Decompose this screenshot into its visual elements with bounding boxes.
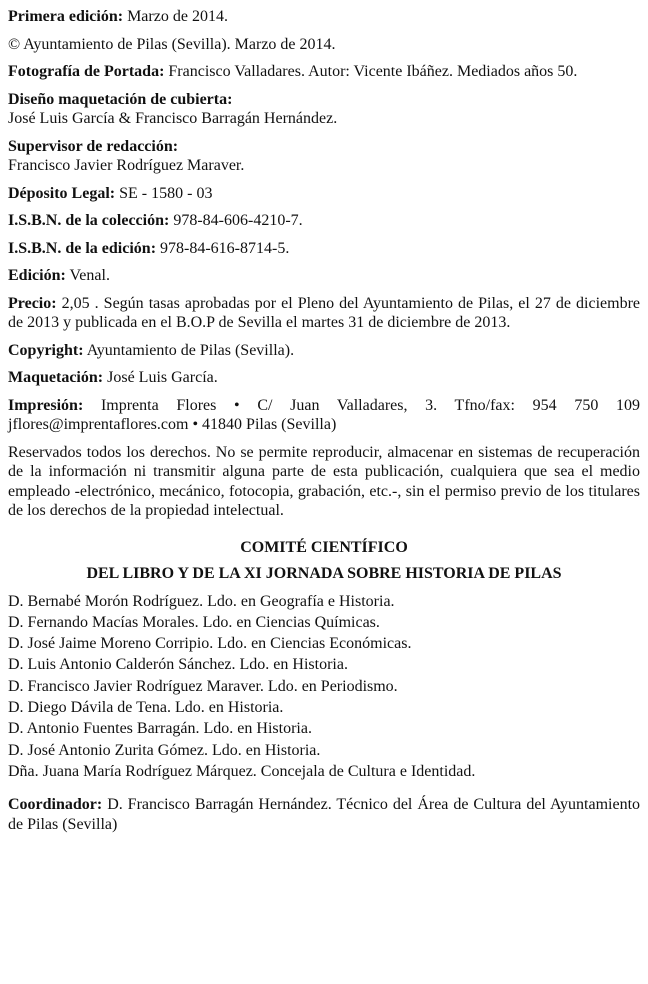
supervisor-value: Francisco Javier Rodríguez Maraver. <box>8 157 245 174</box>
edicion-tipo-value: Venal. <box>69 267 110 284</box>
committee-member: D. Bernabé Morón Rodríguez. Ldo. en Geografía e Historia. <box>8 592 395 610</box>
edicion-tipo-line <box>8 266 640 286</box>
impresion-line <box>8 396 640 435</box>
coordinador-value: D. Francisco Barragán Hernández. Técnico del Área de Cultura del Ayuntamiento de Pilas (Sevilla) <box>8 796 641 833</box>
edicion-tipo-label: Edición: <box>8 267 66 284</box>
isbn-coleccion-line <box>8 211 640 231</box>
committee-list <box>8 591 640 783</box>
committee-member: D. José Jaime Moreno Corripio. Ldo. en Ciencias Económicas. <box>8 635 412 653</box>
edicion-label: Primera edición: <box>8 8 124 25</box>
copyright-label: Copyright: <box>8 341 84 359</box>
precio-label: Precio: <box>8 294 57 312</box>
maquetacion-line <box>8 368 640 388</box>
maquetacion-cubierta-line <box>8 90 640 129</box>
committee-member: D. José Antonio Zurita Gómez. Ldo. en Historia. <box>8 741 321 759</box>
committee-member: Dña. Juana María Rodríguez Márquez. Concejala de Cultura e Identidad. <box>8 762 476 780</box>
isbn-coleccion-label: I.S.B.N. de la colección: <box>8 212 170 229</box>
deposito-value: SE - 1580 - 03 <box>119 184 213 202</box>
copyright-owner-line <box>8 341 640 361</box>
copyright-value: Ayuntamiento de Pilas (Sevilla). <box>86 341 295 359</box>
maquetacion-cubierta-label: Diseño maquetación de cubierta: <box>8 90 233 108</box>
portada-label: Fotografía de Portada: <box>8 63 165 80</box>
portada-line <box>8 62 640 82</box>
supervisor-label: Supervisor de redacción: <box>8 137 179 155</box>
coordinador-label: Coordinador: <box>8 796 103 814</box>
committee-member: D. Diego Dávila de Tena. Ldo. en Historia. <box>8 698 284 716</box>
portada-value: Francisco Valladares. Autor: Vicente Ibáñez. Mediados años 50. <box>168 63 578 80</box>
precio-value: 2,05 . Según tasas aprobadas por el Pleno del Ayuntamiento de Pilas, el 27 de diciembre de 2013 y publicada en el B.O.P de Sevilla el martes 31 de diciembre de 2013. <box>8 294 641 331</box>
copyright-line: © Ayuntamiento de Pilas (Sevilla). Marzo de 2014. <box>8 35 336 53</box>
committee-heading: COMITÉ CIENTÍFICO <box>240 538 408 556</box>
impresion-label: Impresión: <box>8 396 84 414</box>
edicion-line <box>8 7 640 27</box>
committee-subheading: DEL LIBRO Y DE LA XI JORNADA SOBRE HISTORIA DE PILAS <box>86 565 562 582</box>
precio-line <box>8 294 640 333</box>
deposito-label: Déposito Legal: <box>8 184 116 202</box>
maquetacion-cubierta-value: José Luis García & Francisco Barragán Hernández. <box>8 110 338 127</box>
isbn-edicion-value: 978-84-616-8714-5. <box>160 239 290 257</box>
coordinador-line <box>8 795 640 834</box>
isbn-edicion-line <box>8 239 640 259</box>
committee-member: D. Francisco Javier Rodríguez Maraver. Ldo. en Periodismo. <box>8 677 398 695</box>
committee-member: D. Fernando Macías Morales. Ldo. en Ciencias Químicas. <box>8 613 380 631</box>
edicion-value: Marzo de 2014. <box>127 8 228 25</box>
committee-member: D. Antonio Fuentes Barragán. Ldo. en Historia. <box>8 720 312 738</box>
isbn-edicion-label: I.S.B.N. de la edición: <box>8 239 157 257</box>
supervisor-line <box>8 137 640 176</box>
impresion-value: Imprenta Flores • C/ Juan Valladares, 3. Tfno/fax: 954 750 109 jflores@imprentaflores.com • 41840 Pilas (Sevilla) <box>8 396 641 433</box>
isbn-coleccion-value: 978-84-606-4210-7. <box>173 212 303 229</box>
committee-member: D. Luis Antonio Calderón Sánchez. Ldo. en Historia. <box>8 656 348 674</box>
maquetacion-value: José Luis García. <box>107 369 218 386</box>
rights-reserved-paragraph: Reservados todos los derechos. No se permite reproducir, almacenar en sistemas de recuperación de la información ni transmitir alguna parte de esta publicación, cualquiera que sea el medio empleado -electrónico, mecánico, fotocopia, grabación, etc.-, sin el permiso previo de los titulares de los derechos de la propiedad intelectual. <box>8 443 640 519</box>
maquetacion-label: Maquetación: <box>8 369 104 386</box>
deposito-line <box>8 184 640 204</box>
